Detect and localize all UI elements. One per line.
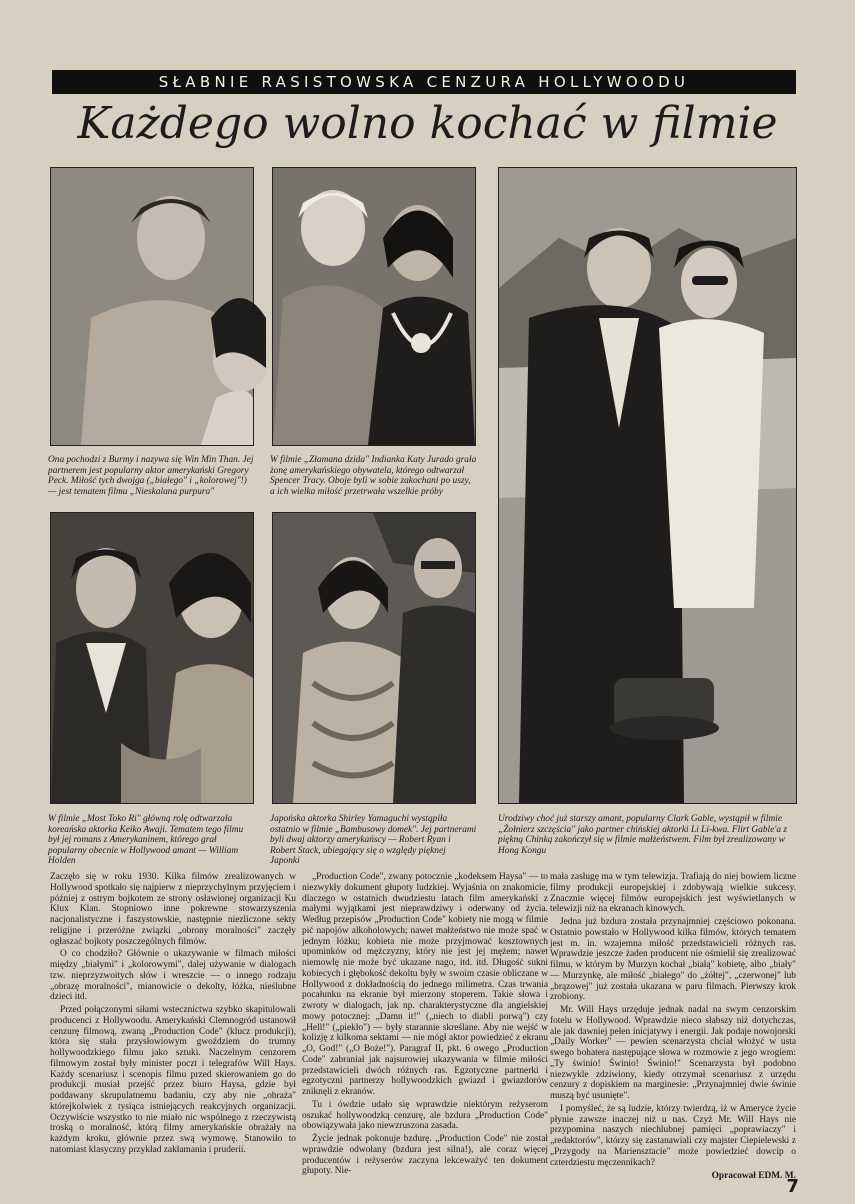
caption-photo-3: W filmie „Most Toko Ri" główną rolę odtwarzała koreańska aktorka Keiko Awaji. Tematem tego filmu był jej romans z Amerykaninem, którego grał popularny obecnie w Hollywood amant — William Holden: [48, 814, 244, 867]
paragraph: Tu i ówdzie udało się wprawdzie niektórym reżyserom oszukać hollywoodzką cenzurę, ale bzdura „Production Code" obowiązywała jako niewzruszona zasada.: [302, 1099, 548, 1132]
photo-shirley-yamaguchi: [272, 512, 476, 804]
photo-gregory-peck-win-min-than: [50, 167, 254, 446]
paragraph: Przed połączonymi siłami wstecznictwa szybko skapitulowali producenci z Hollywoodu. Amerykański Clemnogród ustanowił cenzurę filmową, zwaną „Production Code" (klucz produkcji), która się stała przysłowiowym gwoździem do trumny hollywoodzkiego filmu jako sztuki. Naczelnym cenzorem filmowym został były minister poczt i telegrafów Will Hays. Każdy scenariusz i scenopis filmu przed skierowaniem go do produkcji musiał przejść przez biuro Haysa, gdzie był poddawany skrupulatnemu badaniu, czy aby nie „obraża" którejkolwiek z tysiąca istniejących reakcyjnych organizacji. Oczywiście wszystko to nie miało nic wspólnego z rzeczywistą troską o moralność, którą filmy amerykańskie obrażały na każdym kroku, głównie przez swą wymowę. Stanowiło to natomiast klasyczny przykład zakłamania i pruderii.: [50, 1005, 296, 1155]
photo-spencer-tracy-katy-jurado: [272, 167, 476, 446]
article-column-1: [50, 872, 296, 1184]
photo-clark-gable-li-li-kwa: [498, 167, 797, 804]
headline: Każdego wolno kochać w filmie: [77, 98, 778, 149]
paragraph: O co chodziło? Głównie o ukazywanie w filmach miłości między „białymi" i „kolorowymi", dalej używanie w dialogach tzw. nieprzyzwoitych słów i wreszcie — o innego rodzaju „obrazę moralności", mianowicie o dekolty, łóżka, nieślubne dzieci itd.: [50, 949, 296, 1003]
paragraph: „Production Code", zwany potocznie „kodeksem Haysa" — to niezwykły dokument głupoty ludzkiej. Wyjaśnia on znakomicie, dlaczego w ostatnich dwudziestu latach film amerykański z małymi wyjątkami jest nieprawdziwy i oderwany od życia. Według przepisów „Production Code" kobiety nie mogą w filmie pić napojów alkoholowych; nawet małżeństwo nie może spać w jednym łóżku; kobieta nie może przyjmować kosztownych upominków od mężczyzny, który nie jest jej mężem; nawet niemowlę nie może być ukazane nago, itd. itd. Długość sukni kobiecych i głębokość dekoltu były w swoim czasie obliczane w Hollywood z dokładnością do jednego milimetra. Czas trwania pocałunku na ekranie był mierzony stoperem. Takie słowa i zwroty w dialogach, jak np. charakterystyczne dla angielskiej mowy potocznej: „Damn it!" („niech to diabli porwą") czy „Hell!" („piekło") — były starannie skreślane. Aby nie wejść w kolizję z kilkoma sektami — nie mógł aktor powiedzieć z ekranu „O, God!" („O Boże!"). Paragraf II, pkt. 6 owego „Production Code" zabraniał jak najsurowiej ukazywania w filmie miłości przedstawicieli dwóch różnych ras. Egzotyczne partnerki i egzotyczni partnerzy hollywoodzkich gwiazd i gwiazdorów zniknęli z ekranów.: [302, 872, 548, 1097]
paragraph: I pomyśleć, że są ludzie, którzy twierdzą, iż w Ameryce życie płynie zawsze inaczej niż u nas. Czyż Mr. Will Hays nie przypomina naszych niechlubnej pamięci „poprawiaczy" i „redaktorów", którzy się zastanawiali czy majster Ciepielewski z „Przygody na Mariensztacie" może powiedzieć dowcip o czterdziestu męczennikach?: [550, 1103, 796, 1168]
article-column-2: [302, 872, 548, 1184]
section-banner: SŁABNIE RASISTOWSKA CENZURA HOLLYWOODU: [52, 70, 796, 94]
paragraph: mała zasługę ma w tym telewizja. Trafiają do niej bowiem liczne filmy produkcji europejskiej i zdobywają wielkie sukcesy. Znacznie więcej filmów europejskich jest wyświetlanych w telewizji niż na ekranach kinowych.: [550, 872, 796, 915]
author-signoff: Opracował EDM. M.: [711, 1171, 796, 1182]
paragraph: Jedna już bzdura została przynajmniej częściowo pokonana. Ostatnio powstało w Hollywood kilka filmów, których tematem jest m. in. wzajemna miłość przedstawicieli różnych ras. Wprawdzie jeszcze żaden producent nie ośmielił się zrealizować filmu, w którym by Murzyn kochał „białą" kobietę, albo „biały" — Murzynkę, ale miłość „białego" do „żółtej", „czerwonej" lub „brązowej" już została ukazana w paru filmach. Pierwszy krok zrobiony.: [550, 917, 796, 1003]
paragraph: Mr. Will Hays urzęduje jednak nadal na swym cenzorskim fotelu w Hollywood. Wprawdzie nieco słabszy niż dotychczas, ale jak dawniej pełen inicjatywy i energii. Jak podaje nowojorski „Daily Worker" — pewien scenarzysta chciał włożyć w usta swego bohatera następujące słowa w rozmowie z jego wrogiem: „Ty świnio! Świnio! Świnio!" Scenarzysta był podobno niezwykle zdziwiony, kiedy otrzymał scenariusz z urzędu cenzury z dopiskiem na marginesie: „Przynajmniej dwie świnie muszą być usunięte".: [550, 1005, 796, 1101]
paragraph: Życie jednak pokonuje bzdurę. „Production Code" nie został wprawdzie odwołany (bzdura jest silna!), ale coraz więcej producentów i reżyserów zaczyna lekceważyć ten dokument głupoty. Nie-: [302, 1134, 548, 1177]
photo-william-holden-keiko-awaji: [50, 512, 254, 804]
page-number: 7: [786, 1176, 799, 1197]
article-column-3: [550, 872, 796, 1184]
caption-photo-4: Japońska aktorka Shirley Yamaguchi wystąpiła ostatnio w filmie „Bambusowy domek". Jej partnerami byli dwaj aktorzy amerykańscy — Robert Ryan i Robert Stack, ubiegający się o względy pięknej Japonki: [270, 814, 477, 867]
caption-photo-1: Ona pochodzi z Burmy i nazywa się Win Min Than. Jej partnerem jest popularny aktor amerykański Gregory Peck. Miłość tych dwojga („białego" i „kolorowej"!) — jest tematem filmu „Nieskalana purpura": [48, 455, 254, 497]
caption-photo-5: Urodziwy choć już starszy amant, popularny Clark Gable, wystąpił w filmie „Żołnierz szczęścia" jako partner chińskiej aktorki Li Li-kwa. Flirt Gable'a z piękną Chinką zakończył się w filmie małżeństwem. Film był zrealizowany w Hong Kongu: [498, 814, 787, 856]
caption-photo-2: W filmie „Złamana dzida" Indianka Katy Jurado grała żonę amerykańskiego obywatela, którego odtwarzał Spencer Tracy. Oboje byli w sobie zakochani po uszy, a ich wielka miłość przetrwała wszelkie próby: [270, 455, 477, 497]
paragraph: Zaczęło się w roku 1930. Kilka filmów zrealizowanych w Hollywood spotkało się najpierw z nieprzychylnym przyjęciem i później z ostrym bojkotem ze strony osławionej organizacji Ku Klux Klan. Stopniowo inne pokrewne stowarzyszenia nacjonalistyczne i faszystowskie, następnie niezliczone sekty religijne i przeróżne związki „obrony moralności" zaczęły ogłaszać bojkoty poszczególnych filmów.: [50, 872, 296, 947]
